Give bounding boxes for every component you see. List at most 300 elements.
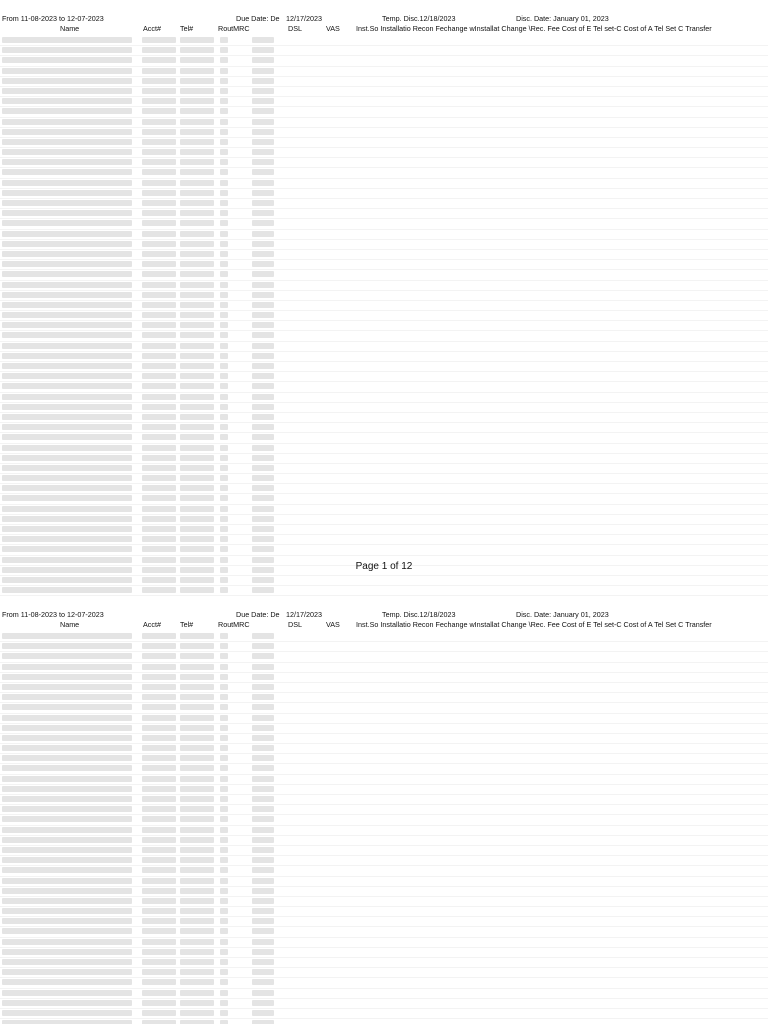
redacted-row — [0, 291, 768, 301]
redacted-cell — [220, 475, 228, 481]
redacted-cell — [252, 465, 274, 471]
redacted-row — [0, 209, 768, 219]
due-date-label: Due Date: De — [236, 610, 280, 619]
redacted-row — [0, 968, 768, 978]
due-date-value: 12/17/2023 — [286, 610, 322, 619]
redacted-row — [0, 230, 768, 240]
redacted-cell — [252, 231, 274, 237]
redacted-row — [0, 128, 768, 138]
redacted-cell — [180, 475, 214, 481]
redacted-cell — [220, 526, 228, 532]
redacted-cell — [142, 394, 176, 400]
period-label: From 11-08-2023 to 12-07-2023 — [2, 14, 104, 23]
redacted-cell — [220, 857, 228, 863]
redacted-cell — [220, 918, 228, 924]
redacted-cell — [252, 251, 274, 257]
redacted-cell — [180, 745, 214, 751]
redacted-row — [0, 856, 768, 866]
redacted-cell — [142, 643, 176, 649]
redacted-cell — [220, 373, 228, 379]
redacted-cell — [180, 735, 214, 741]
col-tel: Tel# — [180, 620, 194, 629]
redacted-cell — [180, 88, 214, 94]
redacted-cell — [2, 684, 132, 690]
redacted-cell — [142, 516, 176, 522]
redacted-cell — [142, 918, 176, 924]
redacted-cell — [220, 37, 228, 43]
redacted-cell — [2, 98, 132, 104]
redacted-row — [0, 77, 768, 87]
redacted-cell — [180, 404, 214, 410]
redacted-cell — [252, 827, 274, 833]
redacted-row — [0, 331, 768, 341]
redacted-cell — [220, 98, 228, 104]
redacted-cell — [220, 715, 228, 721]
redacted-cell — [2, 725, 132, 731]
redacted-row — [0, 444, 768, 454]
redacted-cell — [2, 704, 132, 710]
redacted-cell — [142, 383, 176, 389]
redacted-cell — [252, 857, 274, 863]
redacted-cell — [220, 765, 228, 771]
col-remaining: Inst.So Installatio Recon Fechange wInstallat Change \Rec. Fee Cost of E Tel set-C Cost of A Tel Set C Transfer — [356, 620, 712, 629]
redacted-cell — [180, 261, 214, 267]
redacted-cell — [252, 796, 274, 802]
redacted-cell — [220, 394, 228, 400]
redacted-cell — [252, 414, 274, 420]
col-vas: VAS — [326, 620, 340, 629]
redacted-cell — [252, 633, 274, 639]
redacted-cell — [180, 180, 214, 186]
redacted-row — [0, 158, 768, 168]
redacted-cell — [252, 949, 274, 955]
redacted-row — [0, 525, 768, 535]
redacted-row — [0, 168, 768, 178]
redacted-cell — [2, 526, 132, 532]
redacted-cell — [142, 200, 176, 206]
redacted-cell — [252, 755, 274, 761]
redacted-cell — [220, 129, 228, 135]
redacted-cell — [142, 129, 176, 135]
redacted-cell — [252, 394, 274, 400]
redacted-cell — [2, 959, 132, 965]
redacted-cell — [220, 220, 228, 226]
redacted-cell — [220, 139, 228, 145]
redacted-cell — [142, 455, 176, 461]
redacted-cell — [252, 878, 274, 884]
redacted-cell — [142, 495, 176, 501]
redacted-cell — [142, 577, 176, 583]
redacted-cell — [142, 546, 176, 552]
redacted-cell — [220, 725, 228, 731]
redacted-cell — [252, 694, 274, 700]
redacted-row — [0, 958, 768, 968]
redacted-row — [0, 494, 768, 504]
redacted-cell — [2, 786, 132, 792]
redacted-cell — [180, 1010, 214, 1016]
redacted-cell — [2, 1000, 132, 1006]
redacted-cell — [220, 908, 228, 914]
redacted-cell — [252, 990, 274, 996]
redacted-row — [0, 433, 768, 443]
redacted-cell — [220, 653, 228, 659]
redacted-cell — [180, 684, 214, 690]
redacted-cell — [180, 47, 214, 53]
redacted-cell — [252, 220, 274, 226]
redacted-cell — [220, 939, 228, 945]
redacted-row — [0, 927, 768, 937]
redacted-cell — [142, 806, 176, 812]
redacted-cell — [252, 108, 274, 114]
redacted-cell — [142, 704, 176, 710]
redacted-cell — [2, 908, 132, 914]
redacted-row — [0, 545, 768, 555]
redacted-cell — [220, 485, 228, 491]
redacted-cell — [180, 139, 214, 145]
redacted-row — [0, 1019, 768, 1024]
redacted-cell — [220, 878, 228, 884]
redacted-cell — [252, 455, 274, 461]
redacted-cell — [2, 653, 132, 659]
redacted-cell — [2, 1020, 132, 1024]
redacted-row — [0, 219, 768, 229]
redacted-cell — [2, 990, 132, 996]
redacted-cell — [142, 949, 176, 955]
redacted-cell — [220, 1010, 228, 1016]
redacted-cell — [2, 373, 132, 379]
redacted-row — [0, 999, 768, 1009]
redacted-cell — [142, 98, 176, 104]
redacted-cell — [142, 969, 176, 975]
redacted-row — [0, 683, 768, 693]
redacted-cell — [2, 231, 132, 237]
redacted-cell — [2, 37, 132, 43]
redacted-cell — [142, 445, 176, 451]
redacted-cell — [142, 302, 176, 308]
redacted-cell — [180, 786, 214, 792]
redacted-cell — [252, 47, 274, 53]
redacted-cell — [220, 404, 228, 410]
redacted-cell — [142, 796, 176, 802]
redacted-cell — [180, 990, 214, 996]
redacted-cell — [252, 343, 274, 349]
redacted-row — [0, 107, 768, 117]
redacted-cell — [2, 1010, 132, 1016]
redacted-cell — [220, 68, 228, 74]
col-remaining: Inst.So Installatio Recon Fechange wInstallat Change \Rec. Fee Cost of E Tel set-C Cost of A Tel Set C Transfer — [356, 24, 712, 33]
redacted-cell — [142, 47, 176, 53]
redacted-cell — [252, 37, 274, 43]
disc-date-label: Disc. Date: January 01, 2023 — [516, 14, 609, 23]
redacted-row — [0, 179, 768, 189]
redacted-cell — [180, 251, 214, 257]
redacted-cell — [220, 898, 228, 904]
redacted-row — [0, 1009, 768, 1019]
redacted-cell — [252, 577, 274, 583]
redacted-cell — [252, 979, 274, 985]
redacted-cell — [180, 57, 214, 63]
redacted-row — [0, 836, 768, 846]
redacted-cell — [2, 918, 132, 924]
redacted-cell — [252, 485, 274, 491]
redacted-row — [0, 703, 768, 713]
redacted-row — [0, 311, 768, 321]
redacted-cell — [2, 261, 132, 267]
redacted-cell — [180, 292, 214, 298]
redacted-cell — [2, 715, 132, 721]
redacted-cell — [252, 653, 274, 659]
redacted-cell — [2, 424, 132, 430]
redacted-cell — [142, 908, 176, 914]
redacted-cell — [252, 536, 274, 542]
redacted-cell — [2, 149, 132, 155]
col-acct: Acct# — [143, 24, 161, 33]
col-name: Name — [60, 620, 80, 629]
redacted-cell — [252, 241, 274, 247]
redacted-cell — [180, 465, 214, 471]
redacted-cell — [252, 495, 274, 501]
redacted-cell — [2, 251, 132, 257]
redacted-cell — [2, 546, 132, 552]
redacted-cell — [142, 653, 176, 659]
redacted-cell — [2, 332, 132, 338]
report-page-1 — [0, 14, 768, 560]
redacted-cell — [2, 190, 132, 196]
redacted-cell — [142, 776, 176, 782]
redacted-cell — [252, 506, 274, 512]
redacted-cell — [2, 949, 132, 955]
redacted-row — [0, 301, 768, 311]
redacted-cell — [220, 847, 228, 853]
redacted-cell — [180, 455, 214, 461]
redacted-cell — [220, 465, 228, 471]
redacted-cell — [142, 261, 176, 267]
redacted-cell — [142, 312, 176, 318]
redacted-cell — [180, 37, 214, 43]
redacted-cell — [252, 837, 274, 843]
redacted-cell — [220, 694, 228, 700]
redacted-cell — [252, 57, 274, 63]
redacted-cell — [220, 57, 228, 63]
redacted-cell — [142, 149, 176, 155]
redacted-cell — [142, 78, 176, 84]
redacted-cell — [2, 180, 132, 186]
redacted-cell — [180, 394, 214, 400]
redacted-cell — [252, 271, 274, 277]
redacted-cell — [142, 190, 176, 196]
redacted-cell — [220, 383, 228, 389]
redacted-cell — [142, 57, 176, 63]
redacted-cell — [2, 827, 132, 833]
redacted-row — [0, 754, 768, 764]
redacted-row — [0, 97, 768, 107]
redacted-cell — [220, 190, 228, 196]
redacted-cell — [2, 485, 132, 491]
redacted-cell — [180, 506, 214, 512]
redacted-cell — [220, 424, 228, 430]
redacted-cell — [180, 847, 214, 853]
redacted-cell — [180, 108, 214, 114]
redacted-cell — [252, 918, 274, 924]
redacted-cell — [252, 404, 274, 410]
redacted-cell — [220, 704, 228, 710]
redacted-cell — [142, 506, 176, 512]
redacted-cell — [180, 220, 214, 226]
redacted-cell — [180, 241, 214, 247]
redacted-cell — [2, 159, 132, 165]
redacted-cell — [180, 445, 214, 451]
redacted-cell — [252, 776, 274, 782]
col-rout-mrc: RoutMRC — [218, 24, 250, 33]
redacted-cell — [180, 271, 214, 277]
redacted-cell — [2, 898, 132, 904]
redacted-cell — [2, 414, 132, 420]
redacted-cell — [2, 78, 132, 84]
temp-disc-label: Temp. Disc.12/18/2023 — [382, 610, 456, 619]
redacted-cell — [2, 302, 132, 308]
redacted-cell — [252, 363, 274, 369]
redacted-cell — [220, 1000, 228, 1006]
redacted-row — [0, 948, 768, 958]
redacted-cell — [252, 704, 274, 710]
redacted-cell — [252, 475, 274, 481]
redacted-cell — [220, 837, 228, 843]
redacted-cell — [180, 353, 214, 359]
redacted-cell — [180, 796, 214, 802]
redacted-cell — [142, 725, 176, 731]
redacted-row — [0, 67, 768, 77]
redacted-cell — [252, 898, 274, 904]
redacted-cell — [220, 302, 228, 308]
redacted-cell — [180, 694, 214, 700]
redacted-cell — [252, 445, 274, 451]
redacted-cell — [142, 765, 176, 771]
redacted-cell — [142, 664, 176, 670]
redacted-cell — [252, 546, 274, 552]
redacted-cell — [2, 220, 132, 226]
redacted-cell — [220, 928, 228, 934]
redacted-cell — [142, 694, 176, 700]
redacted-cell — [142, 475, 176, 481]
redacted-cell — [252, 353, 274, 359]
redacted-cell — [252, 139, 274, 145]
redacted-cell — [180, 169, 214, 175]
redacted-cell — [180, 633, 214, 639]
redacted-cell — [252, 383, 274, 389]
redacted-cell — [180, 78, 214, 84]
redacted-cell — [252, 292, 274, 298]
redacted-cell — [180, 536, 214, 542]
redacted-cell — [252, 302, 274, 308]
redacted-cell — [252, 939, 274, 945]
redacted-cell — [142, 1010, 176, 1016]
redacted-cell — [252, 735, 274, 741]
period-label: From 11-08-2023 to 12-07-2023 — [2, 610, 104, 619]
redacted-cell — [180, 939, 214, 945]
redacted-cell — [220, 495, 228, 501]
redacted-cell — [2, 735, 132, 741]
redacted-cell — [2, 745, 132, 751]
redacted-cell — [2, 129, 132, 135]
redacted-cell — [220, 1020, 228, 1024]
redacted-cell — [2, 434, 132, 440]
redacted-row — [0, 744, 768, 754]
report-header — [0, 610, 768, 632]
redacted-cell — [220, 786, 228, 792]
redacted-row — [0, 866, 768, 876]
col-rout-mrc: RoutMRC — [218, 620, 250, 629]
redacted-cell — [2, 694, 132, 700]
redacted-cell — [180, 765, 214, 771]
redacted-cell — [142, 465, 176, 471]
redacted-cell — [142, 424, 176, 430]
redacted-cell — [142, 735, 176, 741]
redacted-cell — [180, 653, 214, 659]
redacted-cell — [220, 241, 228, 247]
redacted-cell — [220, 78, 228, 84]
redacted-cell — [142, 786, 176, 792]
redacted-cell — [220, 322, 228, 328]
redacted-row — [0, 978, 768, 988]
redacted-cell — [180, 918, 214, 924]
redacted-row — [0, 382, 768, 392]
redacted-cell — [252, 587, 274, 593]
redacted-cell — [180, 302, 214, 308]
redacted-cell — [142, 231, 176, 237]
redacted-cell — [142, 353, 176, 359]
redacted-cell — [252, 786, 274, 792]
redacted-cell — [2, 139, 132, 145]
redacted-row — [0, 734, 768, 744]
redacted-cell — [180, 888, 214, 894]
redacted-row — [0, 642, 768, 652]
redacted-row — [0, 714, 768, 724]
redacted-cell — [252, 98, 274, 104]
redacted-cell — [220, 434, 228, 440]
redacted-row — [0, 87, 768, 97]
redacted-row — [0, 240, 768, 250]
redacted-cell — [180, 878, 214, 884]
col-dsl: DSL — [288, 620, 302, 629]
redacted-cell — [2, 816, 132, 822]
redacted-cell — [142, 867, 176, 873]
col-vas: VAS — [326, 24, 340, 33]
redacted-cell — [180, 546, 214, 552]
redacted-cell — [220, 119, 228, 125]
redacted-row — [0, 403, 768, 413]
redacted-cell — [252, 261, 274, 267]
redacted-row — [0, 362, 768, 372]
redacted-cell — [220, 88, 228, 94]
redacted-cell — [142, 587, 176, 593]
redacted-cell — [2, 495, 132, 501]
redacted-cell — [180, 119, 214, 125]
redacted-cell — [220, 745, 228, 751]
redacted-cell — [142, 119, 176, 125]
redacted-cell — [180, 587, 214, 593]
redacted-cell — [142, 363, 176, 369]
redacted-row — [0, 270, 768, 280]
redacted-cell — [252, 129, 274, 135]
redacted-cell — [142, 241, 176, 247]
redacted-cell — [142, 485, 176, 491]
redacted-cell — [252, 434, 274, 440]
redacted-cell — [220, 735, 228, 741]
redacted-cell — [142, 898, 176, 904]
redacted-cell — [180, 98, 214, 104]
redacted-cell — [2, 664, 132, 670]
redacted-cell — [180, 837, 214, 843]
